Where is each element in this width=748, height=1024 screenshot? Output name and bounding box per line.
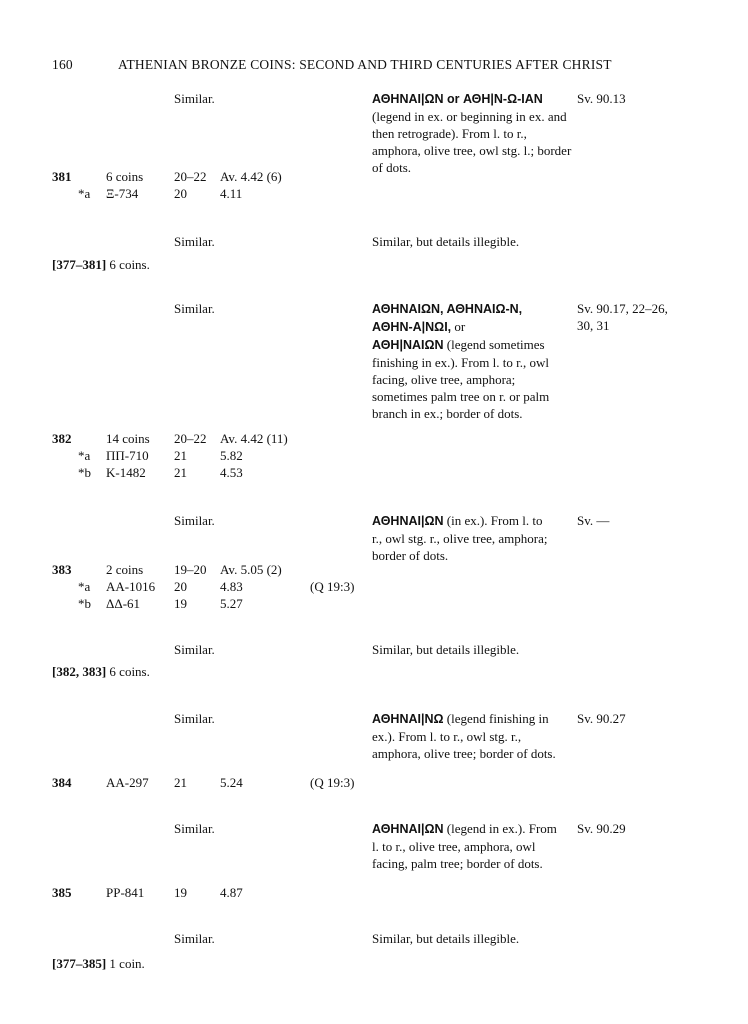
inventory-number: ΠΠ-710 <box>106 448 149 463</box>
coin-count: 6 coins <box>106 169 144 184</box>
illustration-mark: *b <box>78 465 91 480</box>
diameter: 21 <box>174 775 187 790</box>
sylloge-reference: Sv. 90.13 <box>577 91 626 106</box>
reverse-description <box>372 820 562 872</box>
sylloge-reference: Sv. 90.29 <box>577 821 626 836</box>
diameter: 21 <box>174 448 187 463</box>
weight: 5.27 <box>220 596 243 611</box>
sylloge-reference: Sv. 90.17, 22–26, 30, 31 <box>577 301 668 333</box>
reverse-text: Similar, but details illegible. <box>372 642 520 657</box>
weight: 5.24 <box>220 775 243 790</box>
inventory-number: Κ-1482 <box>106 465 146 480</box>
group-count: 1 coin. <box>106 956 145 971</box>
catalog-number: 381 <box>52 169 72 184</box>
catalog-number: 385 <box>52 885 72 900</box>
reverse-text: (legend sometimes finishing in ex.). From l. to r., owl facing, olive tree, amphora; sometimes palm tree on r. or palm branch in ex.; border of dots. <box>372 337 550 421</box>
group-count: 6 coins. <box>106 257 150 272</box>
plate-reference: (Q 19:3) <box>310 775 355 790</box>
catalog-number: 382 <box>52 431 72 446</box>
reverse-description <box>372 710 558 762</box>
plate-reference: (Q 19:3) <box>310 579 355 594</box>
inventory-number: ΑΑ-297 <box>106 775 149 790</box>
catalog-number: 383 <box>52 562 72 577</box>
group-range: [377–381] <box>52 257 107 272</box>
page-number: 160 <box>52 57 73 72</box>
reverse-legend: ΑΘΗΝ-Α|ΝΩΙ, <box>372 320 452 334</box>
group-count: 6 coins. <box>106 664 150 679</box>
reverse-description <box>372 90 572 176</box>
obverse-text: Similar. <box>174 513 215 528</box>
diameter: 20 <box>174 186 187 201</box>
illustration-mark: *a <box>78 579 91 594</box>
obverse-text: Similar. <box>174 931 215 946</box>
diameter: 21 <box>174 465 187 480</box>
weight: Av. 4.42 (11) <box>220 431 288 446</box>
illustration-mark: *a <box>78 448 91 463</box>
inventory-number: ΔΔ-61 <box>106 596 141 611</box>
diameter: 20 <box>174 579 187 594</box>
sylloge-reference: Sv. — <box>577 513 610 528</box>
inventory-number: Ξ-734 <box>106 186 139 201</box>
obverse-text: Similar. <box>174 234 215 249</box>
reverse-text: Similar, but details illegible. <box>372 931 520 946</box>
reverse-legend: ΑΘΗ|ΝΑΙΩΝ <box>372 338 444 352</box>
group-range: [377–385] <box>52 956 107 971</box>
diameter: 20–22 <box>174 169 207 184</box>
weight: Av. 4.42 (6) <box>220 169 282 184</box>
reverse-text: (legend finishing in ex.). From l. to r., owl stg. r., amphora, olive tree; border of dots. <box>372 711 556 761</box>
obverse-text: Similar. <box>174 711 215 726</box>
coin-count: 2 coins <box>106 562 144 577</box>
inventory-number: ΑΑ-1016 <box>106 579 156 594</box>
reverse-legend: ΑΘΗΝΑΙ|ΩΝ <box>372 514 444 528</box>
group-range: [382, 383] <box>52 664 107 679</box>
group-total <box>52 256 150 273</box>
reverse-legend: ΑΘΗΝΑΙΩΝ, ΑΘΗΝΑΙΩ-Ν, <box>372 302 523 316</box>
legend-connector: or <box>454 319 466 334</box>
coin-count: 14 coins <box>106 431 150 446</box>
obverse-text: Similar. <box>174 301 215 316</box>
illustration-mark: *b <box>78 596 91 611</box>
reverse-text: (legend in ex.). From l. to r., olive tree, amphora, owl facing, palm tree; border of dots. <box>372 821 557 871</box>
illustration-mark: *a <box>78 186 91 201</box>
reverse-text: (in ex.). From l. to r., owl stg. r., olive tree, amphora; border of dots. <box>372 513 548 563</box>
reverse-legend: ΑΘΗΝΑΙ|ΝΩ <box>372 712 444 726</box>
weight: 4.87 <box>220 885 243 900</box>
reverse-text: Similar, but details illegible. <box>372 234 520 249</box>
reverse-description <box>372 512 552 564</box>
weight: Av. 5.05 (2) <box>220 562 282 577</box>
reverse-legend: ΑΘΗΝΑΙ|ΩΝ <box>372 822 444 836</box>
diameter: 19 <box>174 885 187 900</box>
diameter: 19 <box>174 596 187 611</box>
weight: 5.82 <box>220 448 243 463</box>
running-title: ATHENIAN BRONZE COINS: SECOND AND THIRD CENTURIES AFTER CHRIST <box>118 57 612 72</box>
weight: 4.11 <box>220 186 243 201</box>
reverse-legend: ΑΘΗΝΑΙ|ΩΝ or ΑΘΗ|Ν-Ω-ΙΑΝ <box>372 92 543 106</box>
reverse-text: (legend in ex. or beginning in ex. and then retrograde). From l. to r., amphora, olive tree, owl stg. l.; border of dots. <box>372 109 572 175</box>
inventory-number: ΡΡ-841 <box>106 885 145 900</box>
diameter: 19–20 <box>174 562 207 577</box>
group-total <box>52 955 145 972</box>
weight: 4.53 <box>220 465 243 480</box>
obverse-text: Similar. <box>174 642 215 657</box>
diameter: 20–22 <box>174 431 207 446</box>
obverse-text: Similar. <box>174 821 215 836</box>
obverse-text: Similar. <box>174 91 215 106</box>
reverse-description <box>372 300 567 422</box>
catalog-number: 384 <box>52 775 72 790</box>
group-total <box>52 663 150 680</box>
weight: 4.83 <box>220 579 243 594</box>
sylloge-reference: Sv. 90.27 <box>577 711 626 726</box>
